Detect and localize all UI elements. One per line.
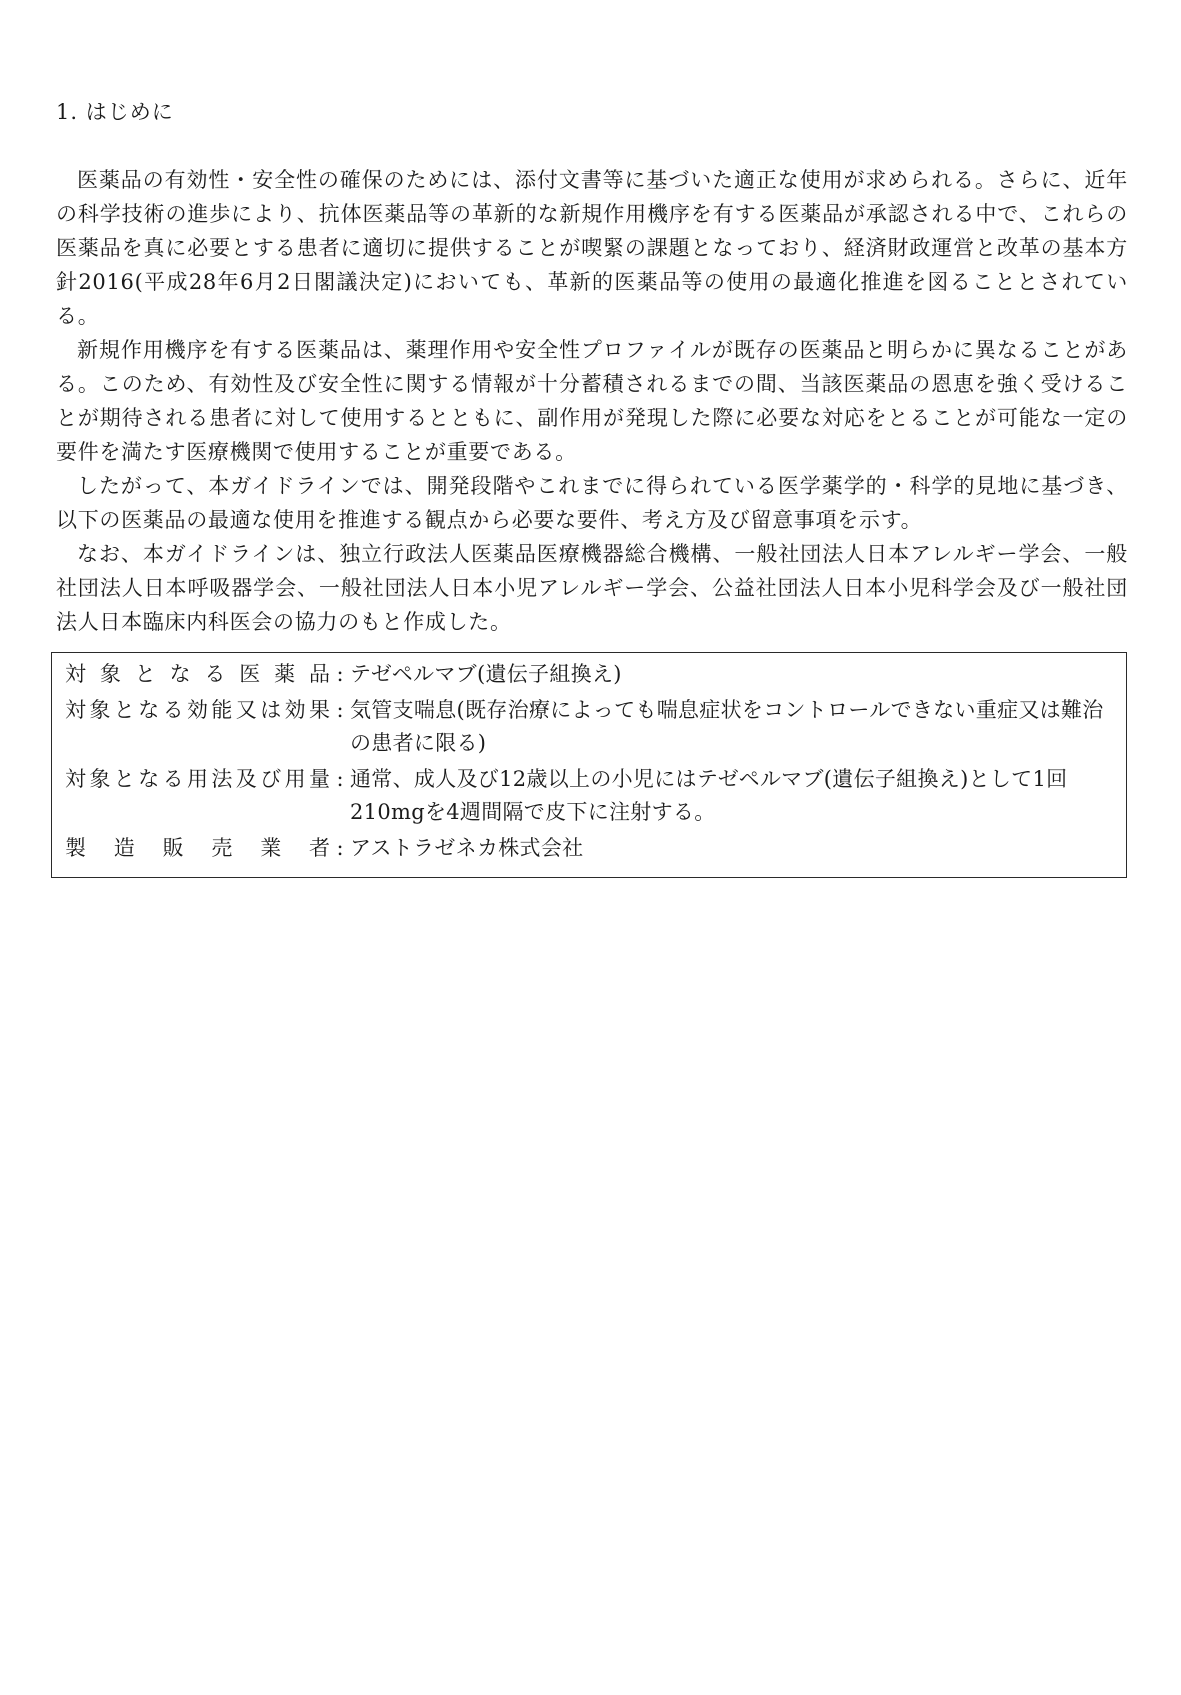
paragraph-4: なお、本ガイドラインは、独立行政法人医薬品医療機器総合機構、一般社団法人日本アレルギー学会、一般社団法人日本呼吸器学会、一般社団法人日本小児アレルギー学会、公益社団法人日本小児科学会及び一般社団法人日本臨床内科医会の協力のもと作成した。 (56, 542, 1128, 634)
info-value-dosage: 通常、成人及び12歳以上の小児にはテゼペルマブ(遺伝子組換え)として1回210mgを4週間隔で皮下に注射する。 (350, 766, 1068, 824)
paragraph-2: 新規作用機序を有する医薬品は、薬理作用や安全性プロファイルが既存の医薬品と明らかに異なることがある。このため、有効性及び安全性に関する情報が十分蓄積されるまでの間、当該医薬品の恩恵を強く受けることが期待される患者に対して使用するとともに、副作用が発現した際に必要な対応をとることが可能な一定の要件を満たす医療機関で使用することが重要である。 (56, 338, 1128, 464)
info-colon: : (336, 835, 344, 860)
info-colon: : (336, 697, 344, 722)
info-label-manufacturer: 製造販売業者 (65, 835, 330, 860)
info-row-dosage (65, 763, 1116, 830)
paragraph-3: したがって、本ガイドラインでは、開発段階やこれまでに得られている医学薬学的・科学的見地に基づき、以下の医薬品の最適な使用を推進する観点から必要な要件、考え方及び留意事項を示す。 (56, 474, 1128, 532)
introduction-body (56, 163, 1128, 639)
info-row-manufacturer (65, 832, 1116, 866)
info-label-indication: 対象となる効能又は効果 (65, 697, 330, 722)
info-label-drug: 対象となる医薬品 (65, 662, 330, 686)
info-label-dosage: 対象となる用法及び用量 (65, 766, 330, 791)
info-value-drug: テゼペルマブ(遺伝子組換え) (350, 662, 622, 686)
info-row-drug (65, 658, 1116, 692)
info-value-manufacturer: アストラゼネカ株式会社 (350, 835, 584, 860)
info-value-indication: 気管支喘息(既存治療によっても喘息症状をコントロールできない重症又は難治の患者に限る) (350, 697, 1104, 755)
drug-info-box (51, 652, 1127, 878)
paragraph-1: 医薬品の有効性・安全性の確保のためには、添付文書等に基づいた適正な使用が求められる。さらに、近年の科学技術の進歩により、抗体医薬品等の革新的な新規作用機序を有する医薬品が承認される中で、これらの医薬品を真に必要とする患者に適切に提供することが喫緊の課題となっており、経済財政運営と改革の基本方針2016(平成28年6月2日閣議決定)においても、革新的医薬品等の使用の最適化推進を図ることとされている。 (56, 168, 1128, 328)
info-colon: : (336, 766, 344, 791)
info-row-indication (65, 694, 1116, 761)
info-colon: : (336, 662, 344, 686)
section-heading: 1. はじめに (56, 100, 174, 124)
